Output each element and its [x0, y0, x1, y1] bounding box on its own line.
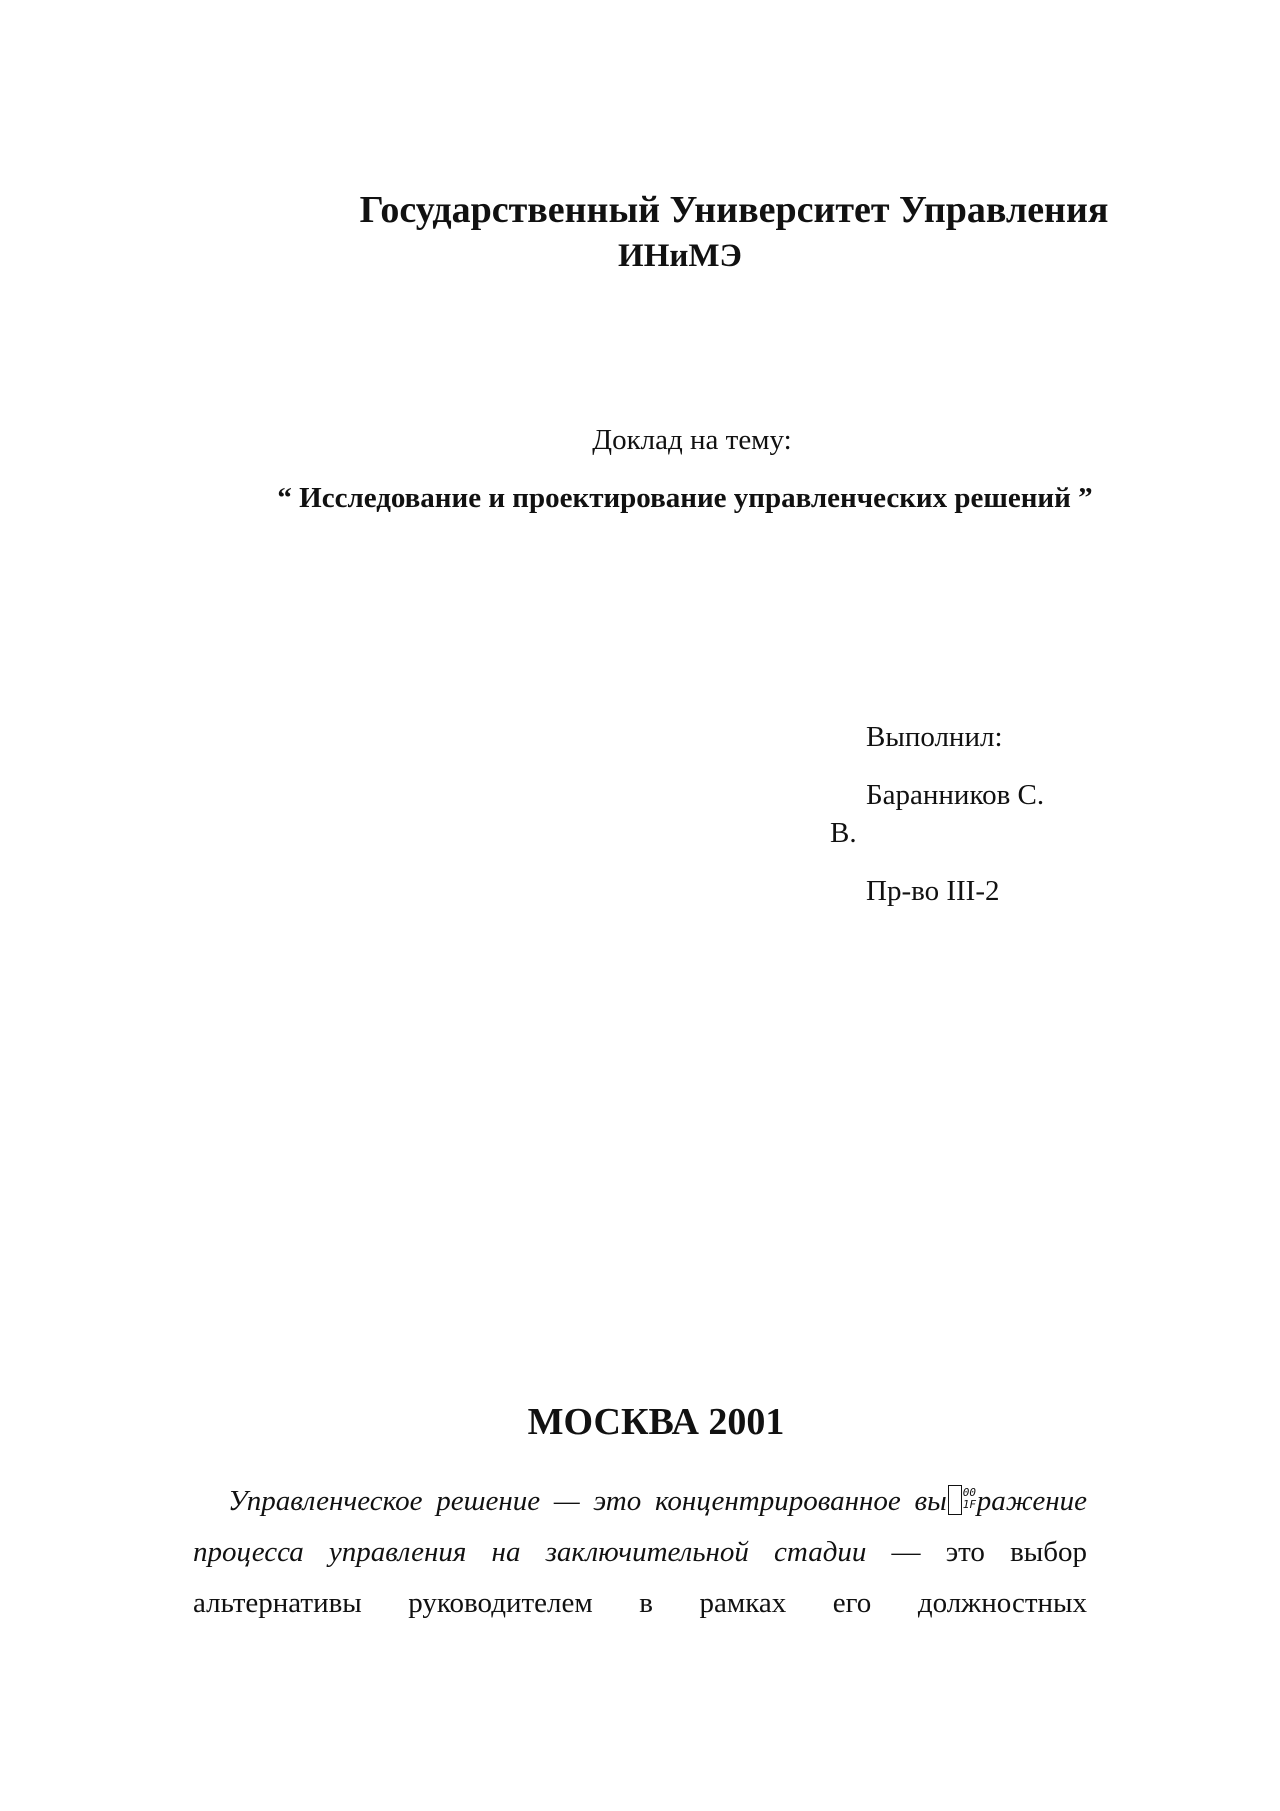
author-block — [830, 718, 1090, 756]
report-topic: “ Исследование и проектирование управленческих решений ” — [277, 482, 1093, 514]
missing-glyph-icon — [948, 1485, 962, 1515]
author-name-block — [830, 776, 1090, 852]
author-name-line2: В. — [830, 817, 857, 849]
glyph-code-bottom: 1F — [962, 1498, 977, 1511]
glyph-code-top: 00 — [962, 1486, 977, 1499]
performed-by-label: Выполнил: — [866, 721, 1003, 753]
author-name-line1: Баранников С. — [866, 779, 1045, 811]
body-italic-part1: Управленческое решение — это концентрированное вы — [228, 1485, 947, 1517]
university-name: Государственный Университет Управления — [359, 189, 1109, 231]
body-italic-part2: ражение процесса управления на заключительной стадии — [193, 1485, 1087, 1568]
author-group: Пр-во III-2 — [866, 875, 1000, 907]
body-normal-part: — это выбор альтернативы руководителем в рамках его должностных — [193, 1536, 1088, 1619]
group-block — [830, 872, 1090, 910]
body-paragraph — [193, 1476, 1087, 1629]
missing-glyph-code — [963, 1487, 977, 1511]
city-year: МОСКВА 2001 — [527, 1401, 785, 1443]
report-label: Доклад на тему: — [592, 424, 792, 456]
institute-name: ИНиМЭ — [618, 238, 742, 274]
